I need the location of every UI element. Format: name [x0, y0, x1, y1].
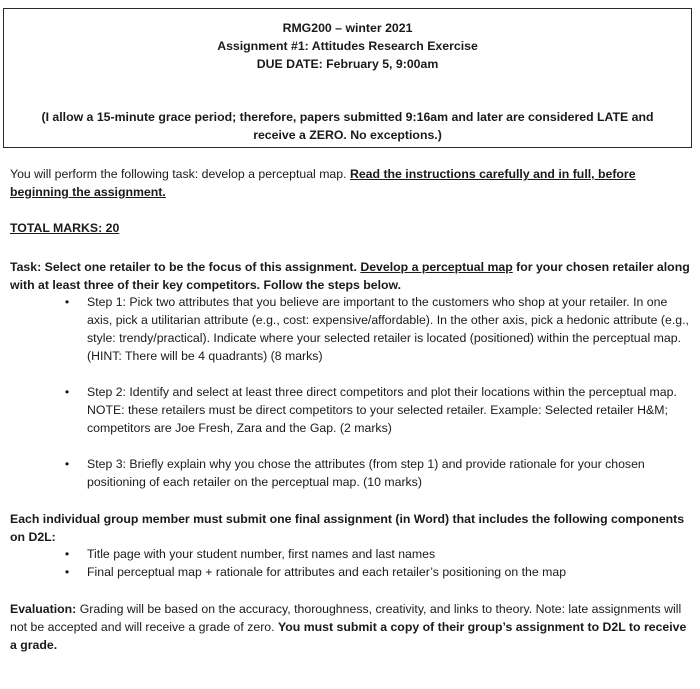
bullet-icon: • [64, 547, 70, 561]
assignment-title: Assignment #1: Attitudes Research Exercise [217, 39, 478, 53]
step-3 [0, 455, 692, 491]
course-title: RMG200 – winter 2021 [282, 21, 413, 35]
step-3-text: Step 3: Briefly explain why you chose the attributes (from step 1) and provide rationale for your chosen positioning of each retailer on the perceptual map. (10 marks) [87, 457, 645, 489]
submission-item [0, 545, 692, 563]
due-date: DUE DATE: February 5, 9:00am [256, 57, 439, 71]
bullet-icon: • [64, 295, 70, 309]
submission-item [0, 563, 692, 581]
intro-paragraph [10, 165, 692, 201]
task-lead: Task: Select one retailer to be the focus of this assignment. [10, 260, 361, 274]
intro-text: You will perform the following task: develop a perceptual map. [10, 167, 350, 181]
submission-heading: Each individual group member must submit one final assignment (in Word) that includes the following components on D2L: [10, 512, 685, 544]
task-link-text: Develop a perceptual map [360, 260, 513, 274]
grace-period-note: (I allow a 15-minute grace period; therefore, papers submitted 9:16am and later are considered LATE and receive a ZERO. No exceptions.) [41, 110, 654, 142]
total-marks: TOTAL MARKS: 20 [10, 221, 120, 235]
step-2-text: Step 2: Identify and select at least three direct competitors and plot their locations within the perceptual map. NOTE: these retailers must be direct competitors to your selected retailer. Example: Selected retailer H&M; competitors are Joe Fresh, Zara and the Gap. (2 marks) [87, 385, 677, 435]
bullet-icon: • [64, 385, 70, 399]
task-paragraph [10, 258, 692, 294]
step-1 [0, 293, 692, 365]
evaluation-label: Evaluation: [10, 602, 77, 616]
bullet-icon: • [64, 565, 70, 579]
submission-item-text: Title page with your student number, first names and last names [87, 547, 436, 561]
evaluation-paragraph [10, 600, 692, 654]
submission-item-text: Final perceptual map + rationale for attributes and each retailer’s positioning on the map [87, 565, 567, 579]
task-tail: for your chosen retailer along with at least three of their key competitors. Follow the steps below. [10, 260, 690, 292]
header-box [3, 8, 692, 148]
submission-list [0, 545, 692, 581]
bullet-icon: • [64, 457, 70, 471]
evaluation-emphasis: You must submit a copy of their group’s assignment to D2L to receive a grade. [10, 620, 687, 652]
intro-emphasis: Read the instructions carefully and in full, before beginning the assignment. [10, 167, 636, 199]
step-1-text: Step 1: Pick two attributes that you believe are important to the customers who shop at your retailer. In one axis, pick a utilitarian attribute (e.g., cost: expensive/affordable). In the other axis, pick a hedonic attribute (e.g., style: trendy/practical). Indicate where your selected retailer is located (positioned) within the perceptual map. (HINT: There will be 4 quadrants) (8 marks) [87, 295, 689, 363]
step-2 [0, 383, 692, 437]
evaluation-text: Grading will be based on the accuracy, thoroughness, creativity, and links to theory. Note: late assignments will not be accepted and will receive a grade of zero. [10, 602, 682, 634]
